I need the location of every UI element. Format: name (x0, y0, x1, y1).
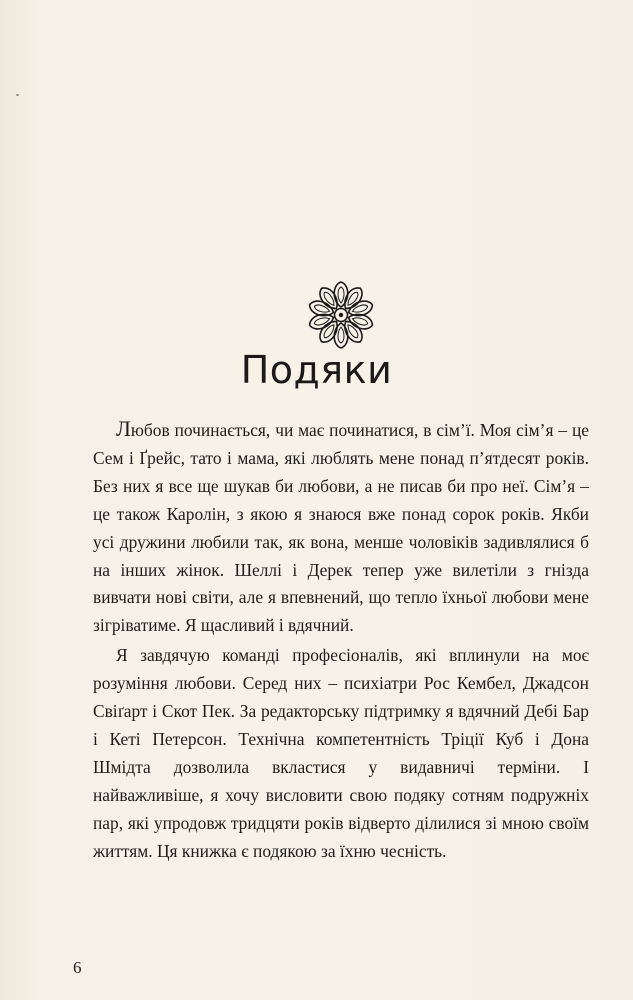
page-number: 6 (73, 958, 82, 977)
paper-speck (16, 94, 19, 96)
acknowledgements-text (93, 417, 589, 866)
ornament-petal-inner (338, 327, 344, 343)
paragraph-1-first-letter: Л (116, 416, 131, 441)
ornament-petal (340, 284, 366, 312)
paragraph-1 (93, 417, 589, 640)
ornament-petal-inner (338, 287, 344, 303)
flower-ornament-icon (303, 277, 379, 353)
page-title: Подяки (240, 348, 393, 392)
paragraph-2: Я завдячую команді професіоналів, які вплинули на моє розуміння любови. Серед них – психіатри Рос Кембел, Джадсон Свіґарт і Скот Пек. За редакторську підтримку я вдячний Дебі Бар і Кеті Петерсон. Технічна компетентність Тріції Куб і Дона Шмідта дозволила вкластися у видавничі терміни. І найважливіше, я хочу висловити свою подяку сотням подружніх пар, які упродовж тридцяти років відверто ділилися зі мною своїм життям. Ця книжка є подякою за їхню чесність. (93, 645, 589, 861)
ornament-petal (316, 318, 342, 346)
ornament-petal (316, 284, 342, 312)
paragraph-1-body: юбов починається, чи має починатися, в сім’ї. Моя сім’я – це Сем і Ґрейс, тато і мама, які люблять мене понад п’ятдесят років. Без них я все ще шукав би любови, а не писав би про неї. Сім’я – це також Каролін, з якою я знаюся вже понад сорок років. Якби усі дружини любили так, як вона, менше чоловіків задивлялися б на інших жінок. Шеллі і Дерек тепер уже вилетіли з гнізда вивчати нові світи, але я впевнений, що тепло їхньої любови мене зігріватиме. Я щасливий і вдячний. (93, 420, 589, 636)
ornament-petal (340, 318, 366, 346)
